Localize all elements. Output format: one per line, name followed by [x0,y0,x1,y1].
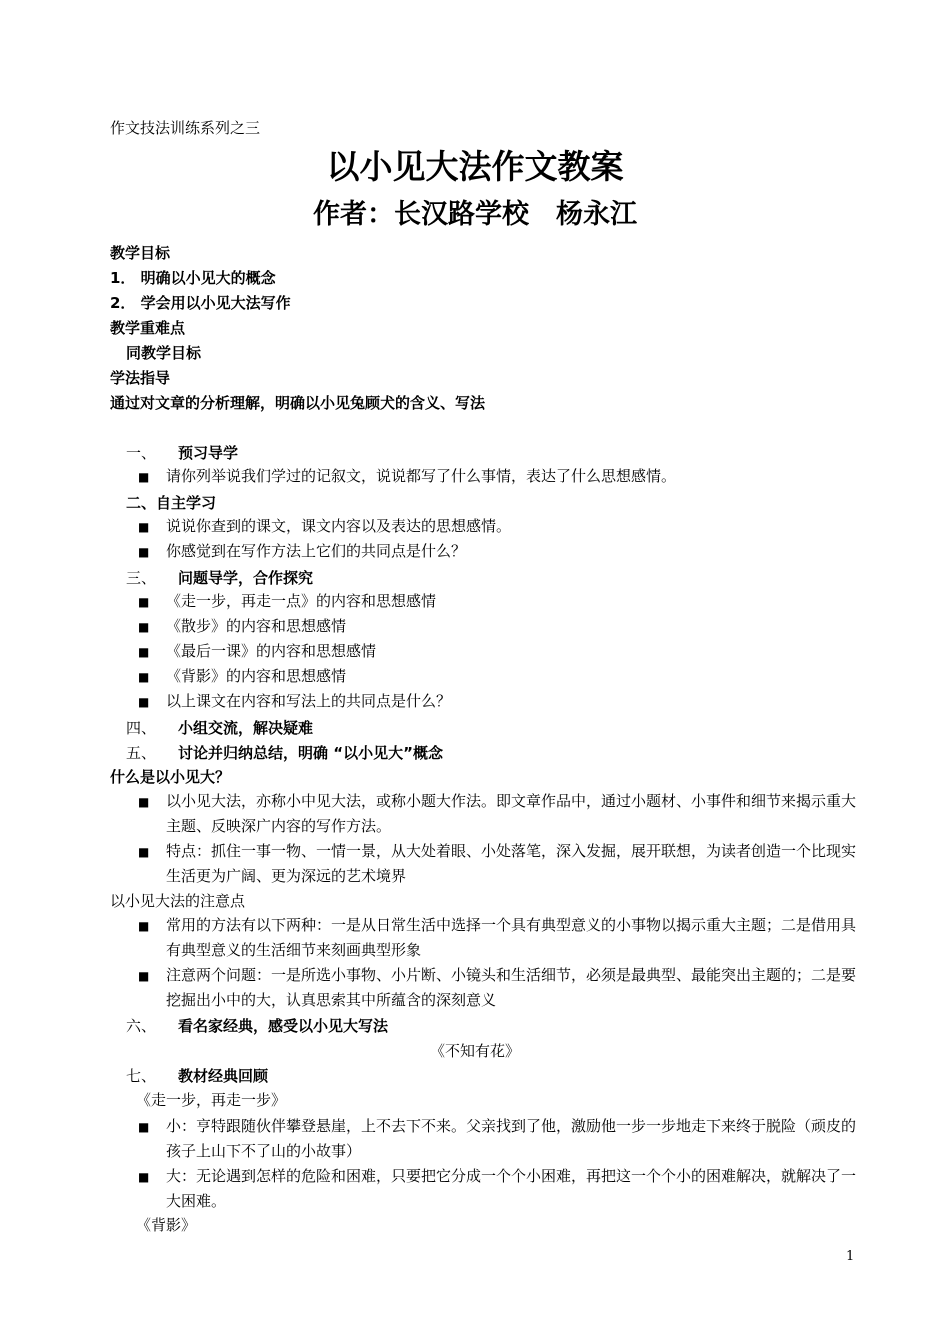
square-bullet-icon: ■ [138,1120,150,1134]
definition-item-1: 以小见大法，亦称小中见大法，或称小题大作法。即文章作品中，通过小题材、小事件和细节来揭示重大主题、反映深广内容的写作方法。 [166,792,857,835]
section-2-item-1: 说说你查到的课文，课文内容以及表达的思想感情。 [166,517,512,535]
goals-heading: 教学目标 [110,244,171,262]
section-1-item-1: 请你列举说我们学过的记叙文，说说都写了什么事情，表达了什么思想感情。 [166,467,677,485]
section-2-item-2: 你感觉到在写作方法上它们的共同点是什么？ [166,542,467,560]
section-7-heading [126,1066,268,1086]
section-3-item-4: 《背影》的内容和思想感情 [166,667,347,685]
section-6-number: 六、 [126,1017,157,1035]
author-line: 作者：长汉路学校 杨永江 [313,199,637,230]
section-4-heading [126,718,313,738]
square-bullet-icon: ■ [138,520,150,534]
section-1-number: 一、 [126,444,157,462]
square-bullet-icon: ■ [138,620,150,634]
focus-heading: 教学重难点 [110,319,186,337]
square-bullet-icon: ■ [138,969,150,983]
section-6-heading [126,1016,388,1036]
square-bullet-icon: ■ [138,795,150,809]
document-title: 以小见大法作文教案 [326,147,624,186]
method-heading: 学法指导 [110,369,171,387]
square-bullet-icon: ■ [138,595,150,609]
section-3-title: 问题导学，合作探究 [178,569,314,587]
section-2-title: 二、自主学习 [126,494,217,512]
goal-1: 1． 明确以小见大的概念 [110,269,276,287]
notes-item-1: 常用的方法有以下两种：一是从日常生活中选择一个具有典型意义的小事物以揭示重大主题；二是借用具有典型意义的生活细节来刻画典型形象 [166,916,857,959]
section-3-number: 三、 [126,569,157,587]
classic-work-1-small: 小：亨特跟随伙伴攀登悬崖，上不去下不来。父亲找到了他，激励他一步一步地走下来终于脱险（顽皮的孩子上山下不了山的小故事） [166,1117,857,1160]
section-3-item-1: 《走一步，再走一点》的内容和思想感情 [166,592,437,610]
goal-2: 2． 学会用以小见大法写作 [110,294,291,312]
notes-heading: 以小见大法的注意点 [110,892,246,910]
square-bullet-icon: ■ [138,545,150,559]
notes-item-2: 注意两个问题：一是所选小事物、小片断、小镜头和生活细节，必须是最典型、最能突出主题的；二是要挖掘出小中的大，认真思索其中所蕴含的深刻意义 [166,966,857,1009]
square-bullet-icon: ■ [138,470,150,484]
focus-text: 同教学目标 [126,344,202,362]
square-bullet-icon: ■ [138,670,150,684]
square-bullet-icon: ■ [138,695,150,709]
section-3-item-3: 《最后一课》的内容和思想感情 [166,642,377,660]
square-bullet-icon: ■ [138,1170,150,1184]
section-1-heading [126,443,238,463]
section-4-number: 四、 [126,719,157,737]
section-7-number: 七、 [126,1067,157,1085]
page-number: 1 [846,1249,855,1264]
section-3-item-5: 以上课文在内容和写法上的共同点是什么？ [166,692,452,710]
section-5-heading [126,743,443,763]
section-5-number: 五、 [126,744,157,762]
section-4-title: 小组交流，解决疑难 [178,719,314,737]
definition-item-2: 特点：抓住一事一物、一情一景，从大处着眼、小处落笔，深入发掘，展开联想，为读者创造一个比现实生活更为广阔、更为深远的艺术境界 [166,842,857,885]
section-6-title: 看名家经典，感受以小见大写法 [178,1017,389,1035]
square-bullet-icon: ■ [138,645,150,659]
section-3-heading [126,568,313,588]
definition-heading: 什么是以小见大？ [110,768,231,786]
series-label: 作文技法训练系列之三 [110,119,261,137]
classic-work-1-big: 大：无论遇到怎样的危险和困难，只要把它分成一个个小困难，再把这一个个小的困难解决，就解决了一大困难。 [166,1167,857,1210]
section-7-title: 教材经典回顾 [178,1067,269,1085]
classic-work-1-title: 《走一步，再走一步》 [136,1091,287,1109]
section-3-item-2: 《散步》的内容和思想感情 [166,617,347,635]
square-bullet-icon: ■ [138,919,150,933]
square-bullet-icon: ■ [138,845,150,859]
method-text: 通过对文章的分析理解，明确以小见兔顾犬的含义、写法 [110,394,486,412]
classic-work-2-title: 《背影》 [136,1216,197,1234]
section-1-title: 预习导学 [178,444,239,462]
section-5-title: 讨论并归纳总结，明确 “以小见大”概念 [178,744,443,762]
featured-work-title: 《不知有花》 [429,1042,520,1060]
